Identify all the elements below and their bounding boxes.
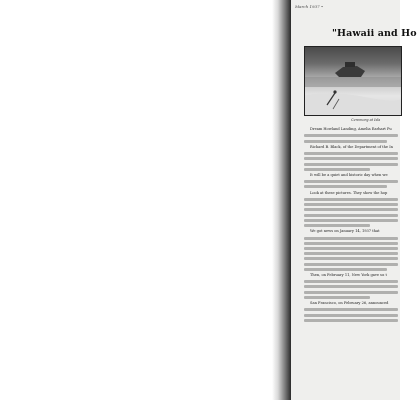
paragraph-opening: Look at these pictures. They show the hop bbox=[310, 190, 388, 195]
paragraph-opening: We got news on January 14, 1937 that bbox=[310, 229, 380, 234]
paragraph-opening: Richard B. Black, of the Department of the In bbox=[310, 144, 393, 149]
article-headline: "Hawaii and Ho bbox=[332, 28, 417, 39]
book-spine-gutter bbox=[272, 0, 292, 400]
paragraph-opening: Then, on February 11, New York gave us t bbox=[310, 272, 387, 277]
paragraph-opening: Dream Howland Landing, Amelia Earhart Pu bbox=[310, 127, 392, 131]
photo-caption: Ceremony at Isla bbox=[351, 118, 381, 122]
paragraph-opening: It will be a quiet and historic day when we bbox=[310, 172, 388, 177]
paragraph-opening: San Francisco, on February 26, announced bbox=[310, 301, 389, 306]
article-body bbox=[304, 126, 398, 324]
running-head: March 1937 • bbox=[295, 4, 324, 9]
photo-illustration bbox=[305, 47, 401, 115]
article-photo bbox=[304, 46, 402, 116]
magazine-page bbox=[291, 0, 417, 400]
